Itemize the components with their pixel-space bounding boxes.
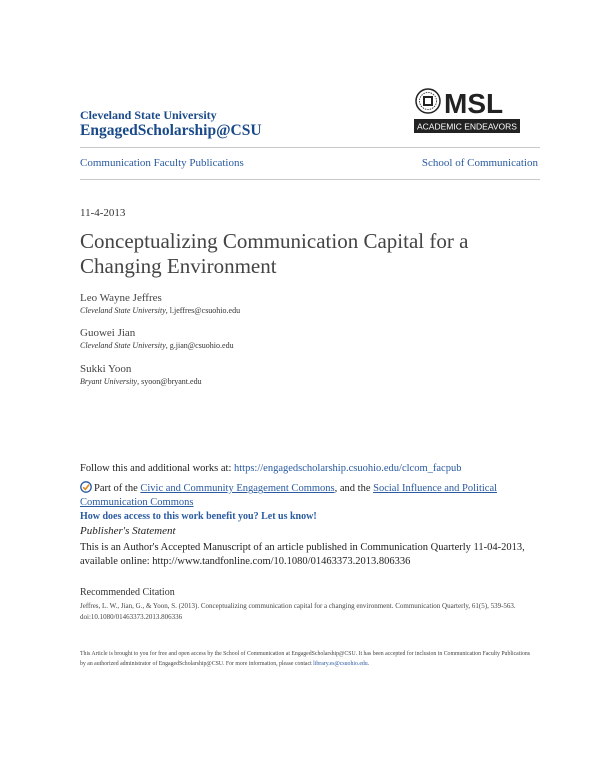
msl-logo bbox=[414, 85, 524, 137]
author-name: Sukki Yoon bbox=[80, 363, 132, 375]
creative-commons-icon bbox=[80, 481, 92, 493]
logo-tagline: ACADEMIC ENDEAVORS bbox=[417, 121, 517, 132]
affiliation-institution: Bryant University bbox=[80, 377, 138, 386]
repository-name[interactable]: EngagedScholarship@CSU bbox=[80, 122, 262, 139]
collection-url-link[interactable]: https://engagedscholarship.csuohio.edu/clcom_facpub bbox=[234, 463, 462, 474]
author-affiliation bbox=[80, 377, 202, 386]
follow-line bbox=[80, 462, 540, 476]
author-email: , l.jeffres@csuohio.edu bbox=[165, 306, 241, 315]
logo-text: MSL bbox=[444, 88, 504, 119]
feedback-link[interactable]: How does access to this work benefit you? Let us know! bbox=[80, 511, 317, 522]
seal-icon bbox=[414, 85, 524, 137]
article-title: Conceptualizing Communication Capital for a Changing Environment bbox=[80, 229, 469, 278]
and-the-text: , and the bbox=[334, 483, 374, 494]
author-name: Leo Wayne Jeffres bbox=[80, 292, 162, 304]
follow-prefix: Follow this and additional works at: bbox=[80, 463, 234, 474]
author-affiliation bbox=[80, 306, 240, 315]
publication-date: 11-4-2013 bbox=[80, 207, 126, 219]
footer-end: . bbox=[367, 660, 370, 667]
author-email: , syoon@bryant.edu bbox=[137, 377, 202, 386]
affiliation-institution: Cleveland State University bbox=[80, 341, 166, 350]
publisher-statement-text: This is an Author's Accepted Manuscript of an article published in Communication Quarterly 11-04-2013, available online: http://www.tandfonline.com/10.1080/01463373.2013.806336 bbox=[80, 542, 525, 567]
collection-link[interactable]: Communication Faculty Publications bbox=[80, 157, 244, 169]
citation-heading: Recommended Citation bbox=[80, 587, 175, 598]
contact-email-link[interactable]: library.es@csuohio.edu bbox=[313, 660, 368, 667]
access-footer bbox=[80, 650, 530, 669]
university-name[interactable]: Cleveland State University bbox=[80, 108, 217, 122]
footer-text: This Article is brought to you for free and open access by the School of Communication at EngagedScholarship@CSU. It has been accepted for inclusion in Communication Faculty Publications by an authorized administrator of EngagedScholarship@CSU. For more information, please contact bbox=[80, 651, 530, 667]
affiliation-institution: Cleveland State University bbox=[80, 306, 166, 315]
publisher-statement-heading: Publisher's Statement bbox=[80, 525, 176, 537]
nav-divider bbox=[80, 179, 540, 180]
part-of-prefix: Part of the bbox=[94, 483, 141, 494]
author-name: Guowei Jian bbox=[80, 327, 136, 339]
author-affiliation bbox=[80, 341, 234, 350]
department-link[interactable]: School of Communication bbox=[421, 157, 538, 169]
citation-text: Jeffres, L. W., Jian, G., & Yoon, S. (2013). Conceptualizing communication capital for a changing environment. Communication Quarterly, 61(5), 539-563. doi:10.1080/01463373.2013.806336 bbox=[80, 602, 516, 621]
author-email: , g.jian@csuohio.edu bbox=[165, 341, 234, 350]
header-divider bbox=[80, 147, 540, 148]
commons-link-civic[interactable]: Civic and Community Engagement Commons bbox=[140, 483, 335, 494]
commons-link-social-influence[interactable]: Social Influence and Political Communication Commons bbox=[80, 483, 498, 508]
part-of-line bbox=[80, 481, 542, 510]
